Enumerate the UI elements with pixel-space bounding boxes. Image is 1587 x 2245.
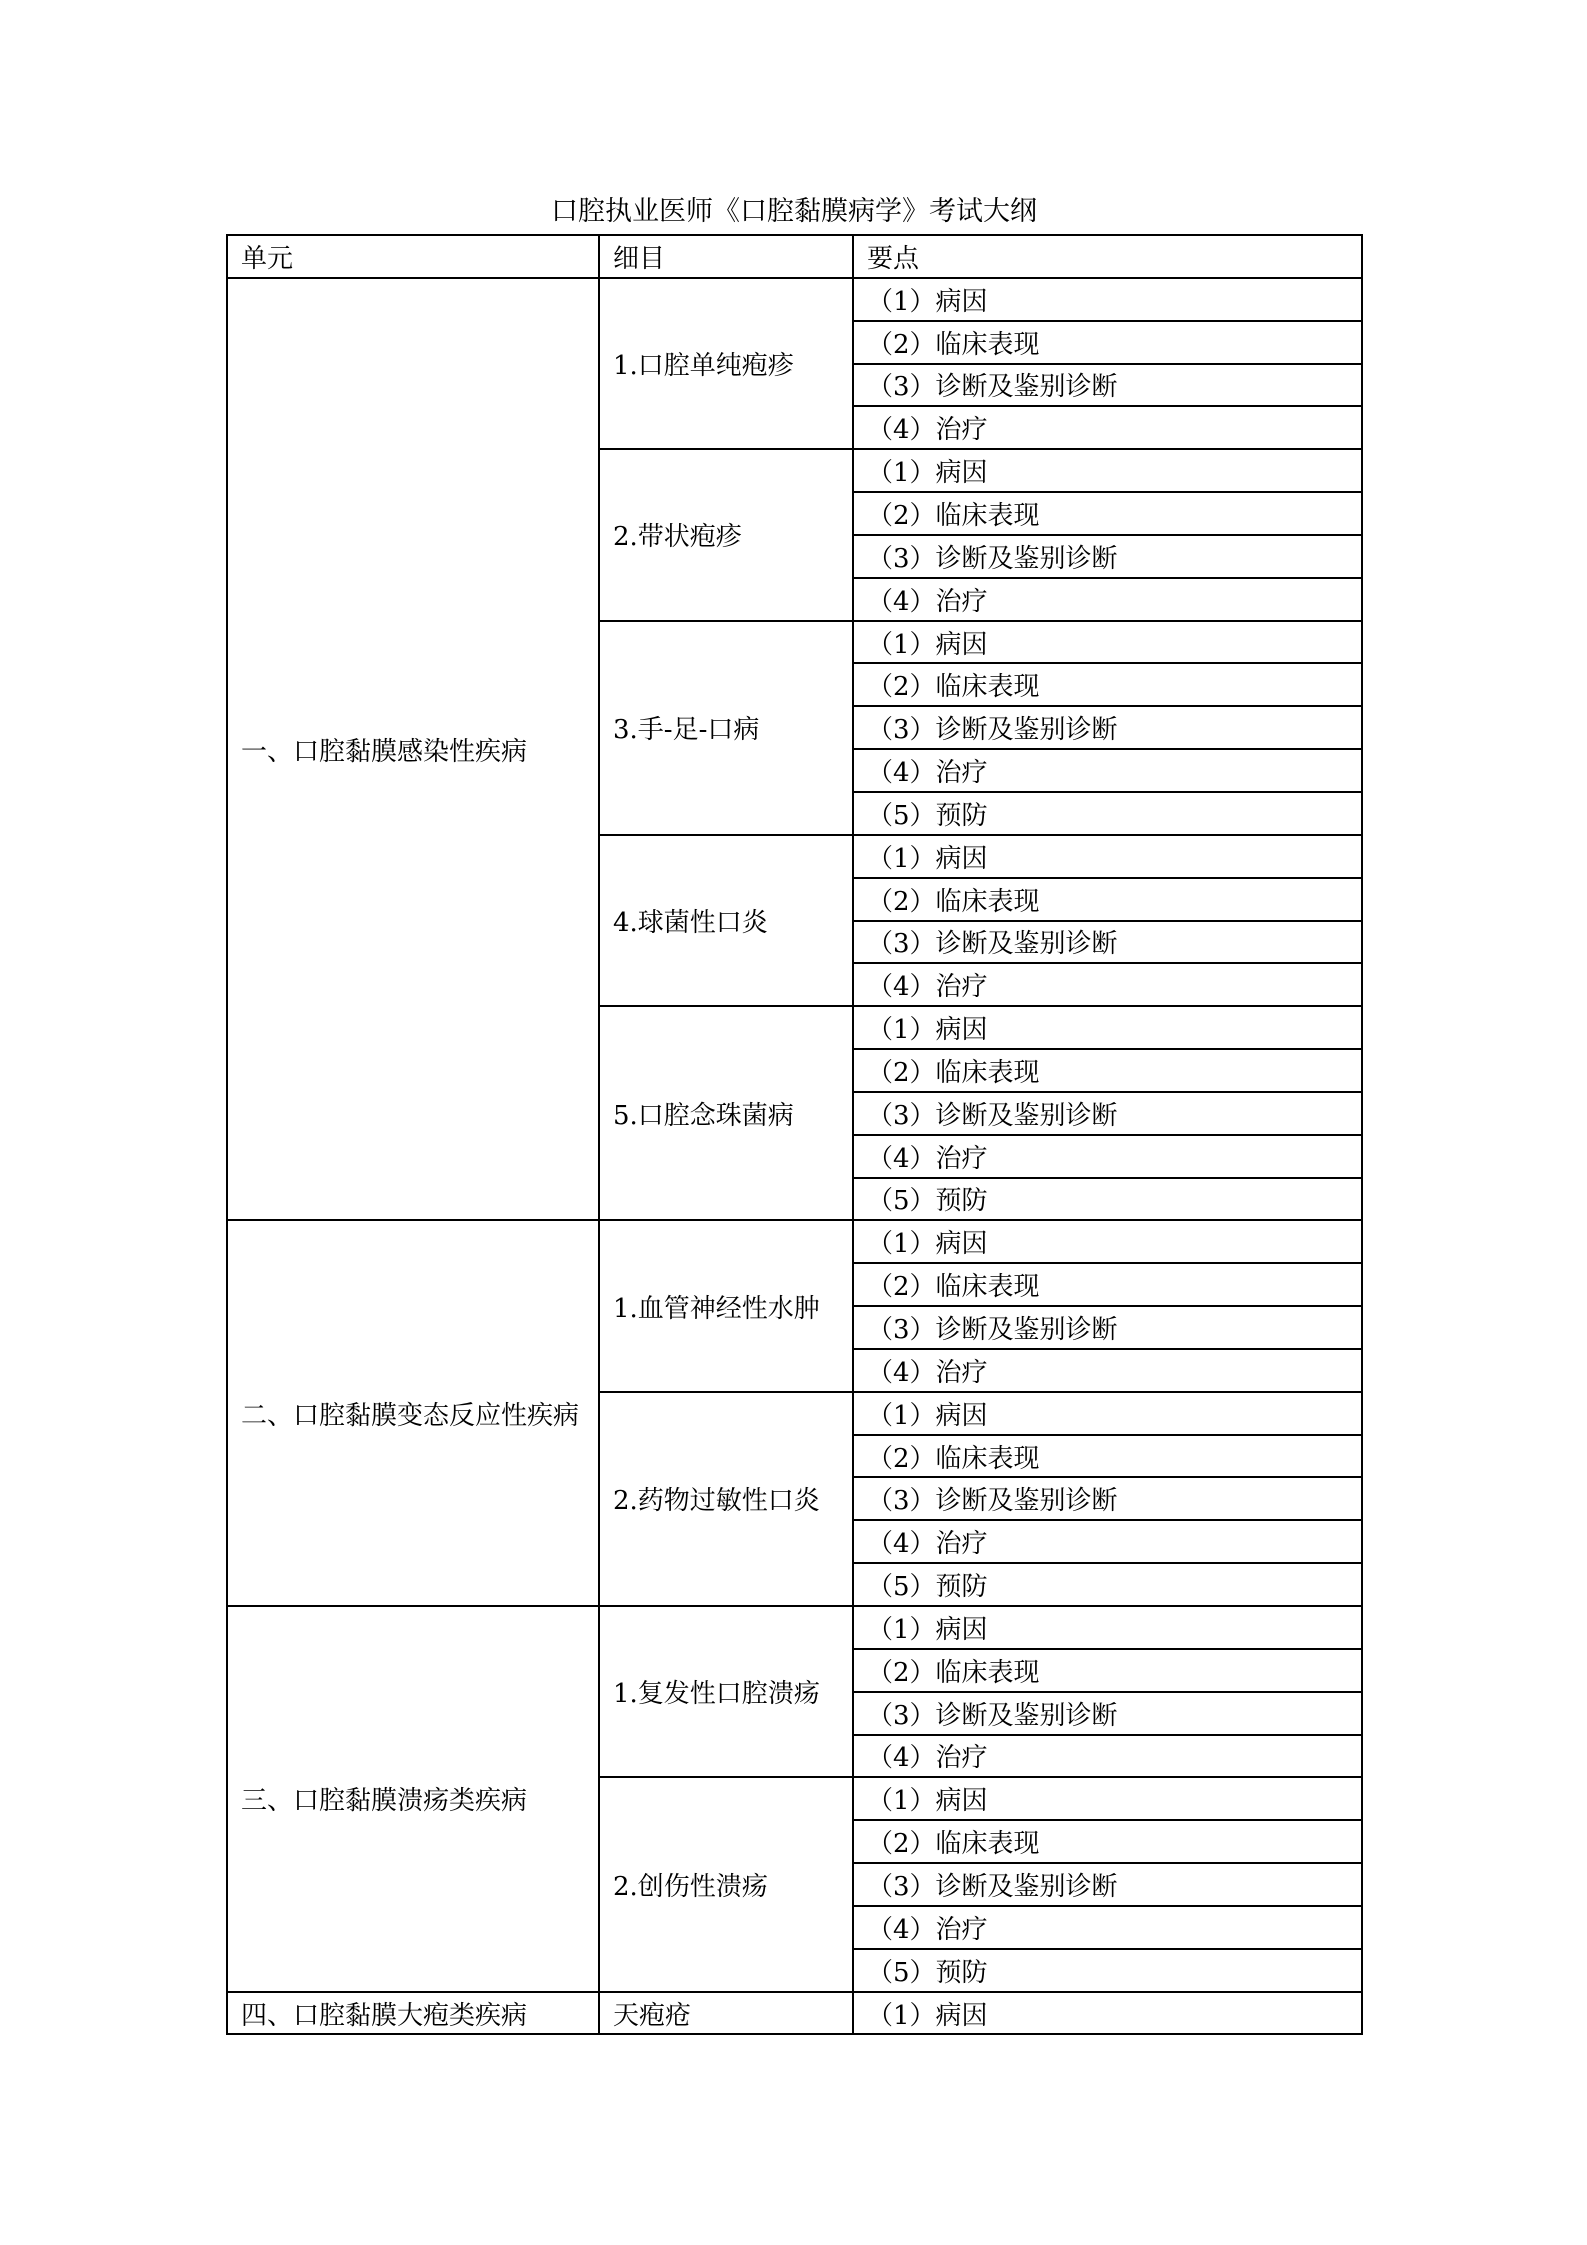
- header-points: 要点: [853, 235, 1362, 278]
- table-row: [227, 1606, 1362, 1649]
- header-unit: 单元: [227, 235, 599, 278]
- point-cell: （3）诊断及鉴别诊断: [853, 364, 1362, 407]
- unit-cell: 一、口腔黏膜感染性疾病: [227, 278, 599, 1221]
- point-cell: （2）临床表现: [853, 492, 1362, 535]
- point-cell: （3）诊断及鉴别诊断: [853, 1863, 1362, 1906]
- point-cell: （1）病因: [853, 1392, 1362, 1435]
- document-title: 口腔执业医师《口腔黏膜病学》考试大纲: [551, 196, 1037, 227]
- unit-cell: 二、口腔黏膜变态反应性疾病: [227, 1220, 599, 1606]
- point-cell: （4）治疗: [853, 578, 1362, 621]
- point-cell: （3）诊断及鉴别诊断: [853, 1692, 1362, 1735]
- point-cell: （1）病因: [853, 1006, 1362, 1049]
- subject-cell: 1.血管神经性水肿: [599, 1220, 853, 1391]
- point-cell: （5）预防: [853, 1563, 1362, 1606]
- header-row: [227, 235, 1362, 278]
- point-cell: （5）预防: [853, 1949, 1362, 1992]
- point-cell: （3）诊断及鉴别诊断: [853, 1306, 1362, 1349]
- point-cell: （3）诊断及鉴别诊断: [853, 706, 1362, 749]
- point-cell: （2）临床表现: [853, 878, 1362, 921]
- point-cell: （3）诊断及鉴别诊断: [853, 1092, 1362, 1135]
- point-cell: （4）治疗: [853, 1349, 1362, 1392]
- point-cell: （1）病因: [853, 449, 1362, 492]
- point-cell: （3）诊断及鉴别诊断: [853, 535, 1362, 578]
- subject-cell: 3.手-足-口病: [599, 621, 853, 835]
- point-cell: （1）病因: [853, 1992, 1362, 2035]
- point-cell: （2）临床表现: [853, 321, 1362, 364]
- table-row: [227, 1220, 1362, 1263]
- subject-cell: 2.药物过敏性口炎: [599, 1392, 853, 1606]
- point-cell: （2）临床表现: [853, 1435, 1362, 1478]
- point-cell: （3）诊断及鉴别诊断: [853, 921, 1362, 964]
- table-row: [227, 278, 1362, 321]
- subject-cell: 天疱疮: [599, 1992, 853, 2035]
- header-subject: 细目: [599, 235, 853, 278]
- point-cell: （4）治疗: [853, 1520, 1362, 1563]
- point-cell: （3）诊断及鉴别诊断: [853, 1477, 1362, 1520]
- table-row: [227, 1992, 1362, 2035]
- subject-cell: 4.球菌性口炎: [599, 835, 853, 1006]
- subject-cell: 5.口腔念珠菌病: [599, 1006, 853, 1220]
- point-cell: （1）病因: [853, 1606, 1362, 1649]
- point-cell: （2）临床表现: [853, 1263, 1362, 1306]
- point-cell: （2）临床表现: [853, 1049, 1362, 1092]
- subject-cell: 1.复发性口腔溃疡: [599, 1606, 853, 1777]
- point-cell: （1）病因: [853, 278, 1362, 321]
- point-cell: （1）病因: [853, 1220, 1362, 1263]
- point-cell: （4）治疗: [853, 749, 1362, 792]
- subject-cell: 2.带状疱疹: [599, 449, 853, 620]
- subject-cell: 1.口腔单纯疱疹: [599, 278, 853, 449]
- point-cell: （4）治疗: [853, 406, 1362, 449]
- point-cell: （2）临床表现: [853, 1820, 1362, 1863]
- unit-cell: 四、口腔黏膜大疱类疾病: [227, 1992, 599, 2035]
- point-cell: （1）病因: [853, 1777, 1362, 1820]
- unit-cell: 三、口腔黏膜溃疡类疾病: [227, 1606, 599, 1992]
- point-cell: （4）治疗: [853, 963, 1362, 1006]
- point-cell: （4）治疗: [853, 1906, 1362, 1949]
- point-cell: （4）治疗: [853, 1135, 1362, 1178]
- point-cell: （1）病因: [853, 835, 1362, 878]
- outline-table: [226, 234, 1363, 2035]
- point-cell: （5）预防: [853, 792, 1362, 835]
- point-cell: （5）预防: [853, 1178, 1362, 1221]
- point-cell: （2）临床表现: [853, 663, 1362, 706]
- point-cell: （1）病因: [853, 621, 1362, 664]
- point-cell: （2）临床表现: [853, 1649, 1362, 1692]
- subject-cell: 2.创伤性溃疡: [599, 1777, 853, 1991]
- point-cell: （4）治疗: [853, 1735, 1362, 1778]
